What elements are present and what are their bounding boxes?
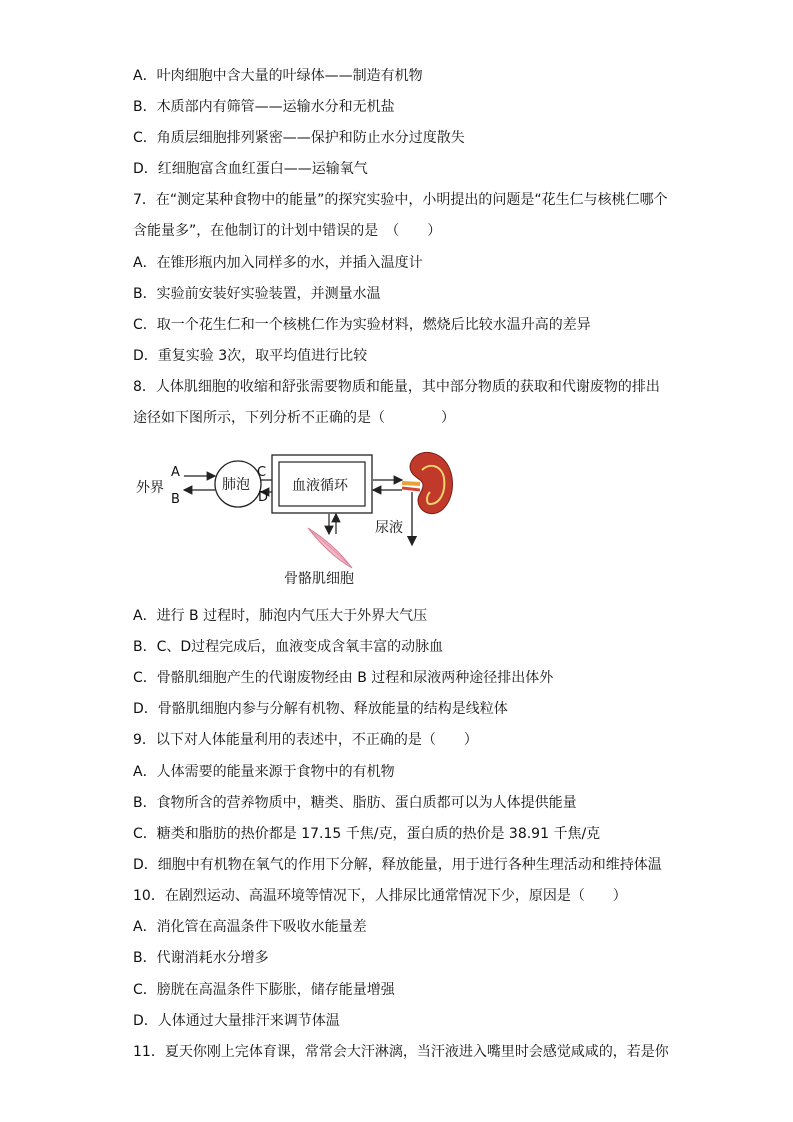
kidney-icon xyxy=(402,452,453,513)
option-10d: D．人体通过大量排汗来调节体温 xyxy=(133,1013,340,1029)
question-9-stem: 9．以下对人体能量利用的表述中，不正确的是（ ） xyxy=(133,732,478,748)
question-8-stem-2: 途径如下图所示，下列分析不正确的是（ ） xyxy=(133,410,455,426)
question-7-stem-2: 含能量多”，在他制订的计划中错误的是 （ ） xyxy=(133,223,442,239)
process-a-label: A xyxy=(171,465,180,480)
option-6d: D．红细胞富含血红蛋白——运输氧气 xyxy=(133,161,368,177)
option-9a: A．人体需要的能量来源于食物中的有机物 xyxy=(133,764,395,780)
option-7a: A．在锥形瓶内加入同样多的水，并插入温度计 xyxy=(133,255,423,271)
question-10-stem: 10．在剧烈运动、高温环境等情况下，人排尿比通常情况下少，原因是（ ） xyxy=(133,888,627,904)
option-7b: B．实验前安装好实验装置，并测量水温 xyxy=(133,286,381,302)
option-9b: B．食物所含的营养物质中，糖类、脂肪、蛋白质都可以为人体提供能量 xyxy=(133,795,577,811)
muscle-cell-icon xyxy=(308,528,352,568)
option-9c: C．糖类和脂肪的热价都是 17.15 千焦/克，蛋白质的热价是 38.91 千焦/克 xyxy=(133,826,601,842)
process-d-label: D xyxy=(258,490,269,505)
question-11-stem: 11．夏天你刚上完体育课，常常会大汗淋漓，当汗液进入嘴里时会感觉咸咸的，若是你 xyxy=(133,1044,669,1060)
option-6b: B．木质部内有筛管——运输水分和无机盐 xyxy=(133,99,395,115)
option-6a: A．叶肉细胞中含大量的叶绿体——制造有机物 xyxy=(133,68,423,84)
option-10b: B．代谢消耗水分增多 xyxy=(133,950,269,966)
option-8a: A．进行 B 过程时，肺泡内气压大于外界大气压 xyxy=(133,608,428,624)
option-8d: D．骨骼肌细胞内参与分解有机物、释放能量的结构是线粒体 xyxy=(133,701,508,717)
blood-circulation-label: 血液循环 xyxy=(292,478,348,494)
option-9d: D．细胞中有机物在氧气的作用下分解，释放能量，用于进行各种生理活动和维持体温 xyxy=(133,857,662,873)
process-c-label: C xyxy=(257,465,267,480)
question-7-stem: 7．在“测定某种食物中的能量”的探究实验中，小明提出的问题是“花生仁与核桃仁哪个 xyxy=(133,192,668,208)
option-6c: C．角质层细胞排列紧密——保护和防止水分过度散失 xyxy=(133,130,465,146)
alveolus-label: 肺泡 xyxy=(222,477,250,493)
option-10c: C．膀胱在高温条件下膨胀，储存能量增强 xyxy=(133,982,395,998)
option-7c: C．取一个花生仁和一个核桃仁作为实验材料，燃烧后比较水温升高的差异 xyxy=(133,317,591,333)
option-8c: C．骨骼肌细胞产生的代谢废物经由 B 过程和尿液两种途径排出体外 xyxy=(133,670,554,686)
muscle-cell-label: 骨骼肌细胞 xyxy=(284,571,354,587)
option-10a: A．消化管在高温条件下吸收水能量差 xyxy=(133,919,367,935)
option-8b: B．C、D过程完成后，血液变成含氧丰富的动脉血 xyxy=(133,639,444,655)
question-8-stem: 8．人体肌细胞的收缩和舒张需要物质和能量，其中部分物质的获取和代谢废物的排出 xyxy=(133,379,660,395)
outside-label: 外界 xyxy=(136,480,164,496)
process-b-label: B xyxy=(171,492,180,507)
urine-label: 尿液 xyxy=(375,520,403,536)
circulation-diagram xyxy=(130,448,460,598)
option-7d: D．重复实验 3次，取平均值进行比较 xyxy=(133,348,368,364)
